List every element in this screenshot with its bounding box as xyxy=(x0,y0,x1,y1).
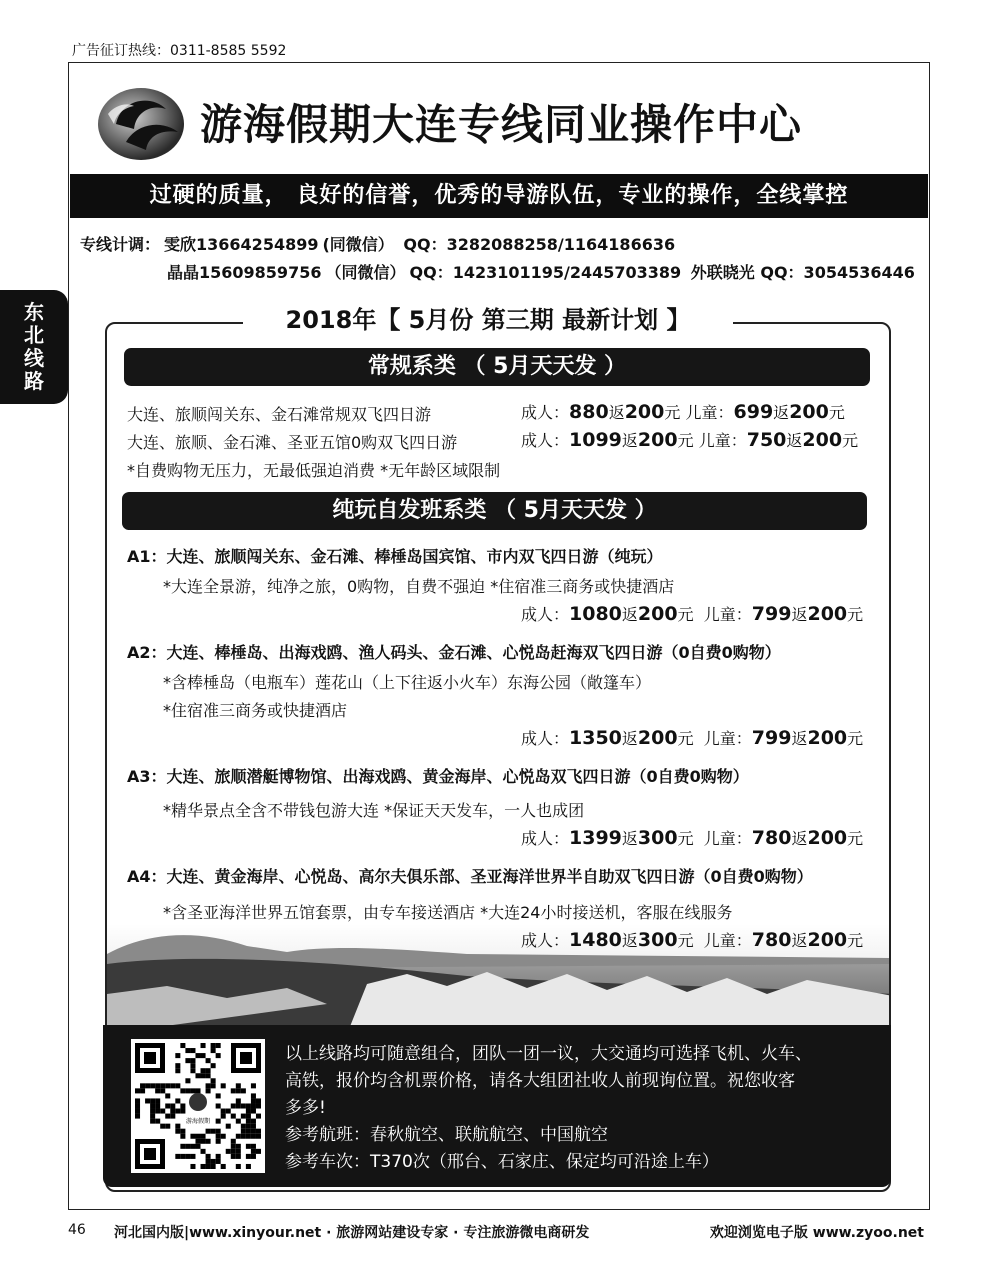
unit: 元 xyxy=(677,605,694,624)
adult-price: 1350 xyxy=(569,727,622,749)
regular-route-1: 大连、旅顺闯关东、金石滩常规双飞四日游 xyxy=(127,405,432,424)
child-rebate: 200 xyxy=(807,727,848,749)
rebate-word: 返 xyxy=(621,431,638,450)
contact-label: 专线计调： xyxy=(80,235,161,254)
adult-price: 1480 xyxy=(569,929,622,951)
rebate-word: 返 xyxy=(621,729,638,748)
adult-label: 成人： xyxy=(521,829,570,848)
child-label: 儿童： xyxy=(703,729,752,748)
adult-price: 880 xyxy=(569,401,609,423)
item-a3-title xyxy=(127,764,749,787)
page-number: 46 xyxy=(68,1222,86,1238)
child-price: 799 xyxy=(751,603,792,625)
child-price: 750 xyxy=(746,429,787,451)
ad-hotline: 广告征订热线：0311-8585 5592 xyxy=(72,43,287,59)
item-title: 大连、棒棰岛、出海戏鸥、渔人码头、金石滩、心悦岛赶海双飞四日游（0自费0购物） xyxy=(166,643,781,662)
child-rebate: 200 xyxy=(789,401,829,423)
item-a4-title xyxy=(127,864,813,887)
info-box xyxy=(103,1025,891,1187)
regular-note: *自费购物无压力，无最低强迫消费 *无年龄区域限制 xyxy=(127,461,501,480)
item-a3-price xyxy=(521,826,863,849)
info-line: 高铁，报价均含机票价格，请各大组团社收人前现询位置。祝您收客 xyxy=(285,1071,795,1091)
unit: 元 xyxy=(847,829,864,848)
unit: 元 xyxy=(677,829,694,848)
item-title: 大连、旅顺潜艇博物馆、出海戏鸥、黄金海岸、心悦岛双飞四日游（0自费0购物） xyxy=(166,767,749,786)
unit: 元 xyxy=(677,931,694,950)
contact-qq: QQ：3282088258/1164186636 xyxy=(403,235,676,254)
child-label: 儿童： xyxy=(703,829,752,848)
item-a1-note: *大连全景游，纯净之旅，0购物，自费不强迫 *住宿准三商务或快捷酒店 xyxy=(163,577,675,596)
child-label: 儿童： xyxy=(703,931,752,950)
child-rebate: 200 xyxy=(807,603,848,625)
adult-rebate: 200 xyxy=(624,401,665,423)
contact-name-phone: 雯欣13664254899 xyxy=(164,235,319,254)
child-label: 儿童： xyxy=(685,403,734,422)
rebate-word: 返 xyxy=(773,403,790,422)
section-pure-play-title: 纯玩自发班系类 （ 5月天天发 ） xyxy=(122,492,867,530)
info-line: 多多! xyxy=(285,1098,326,1118)
child-label: 儿童： xyxy=(703,605,752,624)
adult-rebate: 200 xyxy=(637,727,678,749)
child-price: 780 xyxy=(751,929,792,951)
item-a2-note-1: *含棒棰岛（电瓶车）莲花山（上下往返小火车）东海公园（敞篷车） xyxy=(163,673,652,692)
contact-wechat-note: （同微信） xyxy=(325,263,406,282)
rebate-word: 返 xyxy=(791,931,808,950)
item-code: A4： xyxy=(127,867,167,886)
rebate-word: 返 xyxy=(621,931,638,950)
slogan-bar: 过硬的质量， 良好的信誉，优秀的导游队伍，专业的操作，全线掌控 xyxy=(70,174,928,218)
unit: 元 xyxy=(842,431,859,450)
child-price: 699 xyxy=(733,401,774,423)
adult-rebate: 300 xyxy=(637,929,678,951)
adult-price: 1080 xyxy=(569,603,622,625)
child-rebate: 200 xyxy=(807,827,848,849)
contact-qq: QQ：1423101195/2445703389 xyxy=(409,263,682,282)
adult-rebate: 300 xyxy=(637,827,678,849)
item-code: A2： xyxy=(127,643,167,662)
qr-code-icon xyxy=(131,1039,265,1173)
adult-rebate: 200 xyxy=(637,603,678,625)
regular-price-2 xyxy=(521,428,858,451)
adult-price: 1099 xyxy=(569,429,622,451)
item-code: A3： xyxy=(127,767,167,786)
rebate-word: 返 xyxy=(621,605,638,624)
qr-logo-text: 游海假期 xyxy=(185,1118,211,1125)
adult-label: 成人： xyxy=(521,431,570,450)
unit: 元 xyxy=(664,403,681,422)
item-title: 大连、黄金海岸、心悦岛、高尔夫俱乐部、圣亚海洋世界半自助双飞四日游（0自费0购物） xyxy=(166,867,813,886)
reference-trains: 参考车次：T370次（邢台、石家庄、保定均可沿途上车） xyxy=(285,1152,719,1172)
section-regular-title: 常规系类 （ 5月天天发 ） xyxy=(124,348,870,386)
footer-right: 欢迎浏览电子版 www.zyoo.net xyxy=(709,1225,924,1241)
adult-label: 成人： xyxy=(521,403,570,422)
item-a3-note: *精华景点全含不带钱包游大连 *保证天天发车，一人也成团 xyxy=(163,801,585,820)
brand-logo-icon xyxy=(96,84,186,162)
plan-title: 2018年【 5月份 第三期 最新计划 】 xyxy=(243,303,733,337)
adult-label: 成人： xyxy=(521,605,570,624)
contact-row-1 xyxy=(80,232,679,255)
adult-label: 成人： xyxy=(521,729,570,748)
child-rebate: 200 xyxy=(807,929,848,951)
info-line: 以上线路均可随意组合，团队一团一议，大交通均可选择飞机、火车、 xyxy=(285,1044,812,1064)
item-title: 大连、旅顺闯关东、金石滩、棒棰岛国宾馆、市内双飞四日游（纯玩） xyxy=(166,547,663,566)
side-tab-char: 路 xyxy=(24,369,44,393)
footer-left: 河北国内版|www.xinyour.net · 旅游网站建设专家 · 专注旅游微电商研发 xyxy=(114,1225,590,1241)
item-a1-title xyxy=(127,544,663,567)
contact-name-phone: 晶晶15609859756 xyxy=(167,263,322,282)
child-price: 799 xyxy=(751,727,792,749)
unit: 元 xyxy=(677,431,694,450)
regular-price-1 xyxy=(521,400,845,423)
unit: 元 xyxy=(828,403,845,422)
unit: 元 xyxy=(847,729,864,748)
rebate-word: 返 xyxy=(608,403,625,422)
item-a4-note: *含圣亚海洋世界五馆套票，由专车接送酒店 *大连24小时接送机，客服在线服务 xyxy=(163,903,733,922)
rebate-word: 返 xyxy=(791,605,808,624)
side-tab-northeast-routes xyxy=(0,290,68,404)
item-a1-price xyxy=(521,602,863,625)
item-a2-price xyxy=(521,726,863,749)
item-a2-note-2: *住宿准三商务或快捷酒店 xyxy=(163,701,348,720)
contact-extra: 外联晓光 QQ：3054536446 xyxy=(690,263,915,282)
child-label: 儿童： xyxy=(698,431,747,450)
rebate-word: 返 xyxy=(791,829,808,848)
unit: 元 xyxy=(677,729,694,748)
reference-flights: 参考航班：春秋航空、联航航空、中国航空 xyxy=(285,1125,608,1145)
contact-wechat-note: (同微信） xyxy=(322,235,394,254)
item-code: A1： xyxy=(127,547,167,566)
item-a4-price xyxy=(521,928,863,951)
adult-label: 成人： xyxy=(521,931,570,950)
unit: 元 xyxy=(847,605,864,624)
contact-row-2 xyxy=(167,260,919,283)
child-rebate: 200 xyxy=(802,429,843,451)
child-price: 780 xyxy=(751,827,792,849)
rebate-word: 返 xyxy=(791,729,808,748)
qr-code xyxy=(131,1039,265,1173)
item-a2-title xyxy=(127,640,781,663)
brand-title: 游海假期大连专线同业操作中心 xyxy=(200,100,803,149)
unit: 元 xyxy=(847,931,864,950)
side-tab-char: 北 xyxy=(24,323,44,347)
adult-rebate: 200 xyxy=(637,429,678,451)
rebate-word: 返 xyxy=(621,829,638,848)
side-tab-char: 线 xyxy=(24,346,44,370)
regular-route-2: 大连、旅顺、金石滩、圣亚五馆0购双飞四日游 xyxy=(127,433,458,452)
info-text xyxy=(285,1041,875,1176)
side-tab-char: 东 xyxy=(24,300,44,324)
adult-price: 1399 xyxy=(569,827,622,849)
rebate-word: 返 xyxy=(786,431,803,450)
